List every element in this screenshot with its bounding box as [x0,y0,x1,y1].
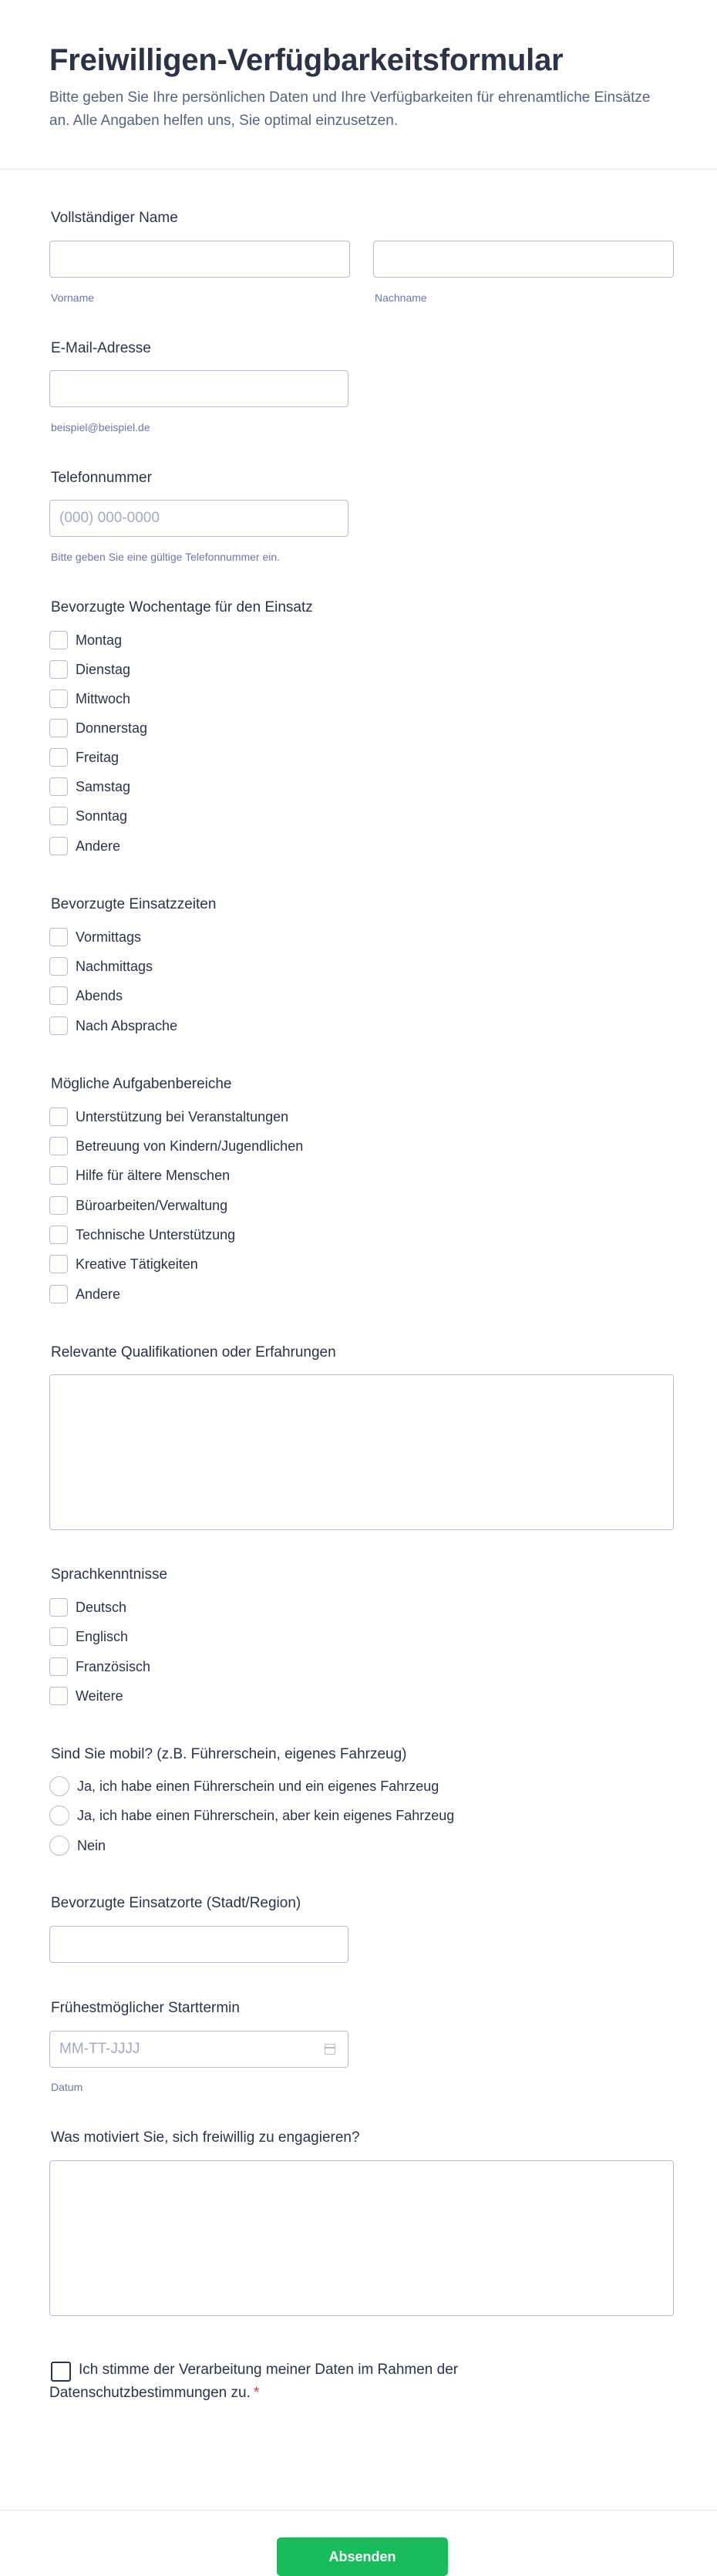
mobility-option-nein[interactable]: Nein [49,1836,106,1856]
qualifications-textarea[interactable] [49,1374,674,1530]
times-label: Bevorzugte Einsatzzeiten [51,896,217,912]
checkbox[interactable] [49,1108,68,1126]
area-option-technische-unterstuetzung[interactable]: Technische Unterstützung [49,1225,235,1245]
time-option-abends[interactable]: Abends [49,986,123,1006]
checkbox[interactable] [49,1166,68,1185]
language-option-franzoesisch[interactable]: Französisch [49,1657,150,1677]
language-option-deutsch[interactable]: Deutsch [49,1597,126,1617]
checkbox[interactable] [49,1285,68,1303]
qualifications-label: Relevante Qualifikationen oder Erfahrungen [51,1344,336,1360]
time-option-nachmittags[interactable]: Nachmittags [49,956,153,976]
email-input[interactable] [49,370,348,407]
weekdays-label: Bevorzugte Wochentage für den Einsatz [51,599,313,615]
checkbox[interactable] [49,928,68,946]
weekday-option-andere[interactable]: Andere [49,836,120,856]
mobility-option-fuehrerschein-ohne-fahrzeug[interactable]: Ja, ich habe einen Führerschein, aber kein eigenes Fahrzeug [49,1806,454,1826]
checkbox[interactable] [49,631,68,649]
language-option-weitere[interactable]: Weitere [49,1686,123,1706]
checkbox[interactable] [49,1627,68,1646]
location-input[interactable] [49,1926,348,1963]
checkbox[interactable] [49,1687,68,1705]
language-option-englisch[interactable]: Englisch [49,1627,128,1647]
area-option-andere[interactable]: Andere [49,1284,120,1304]
checkbox[interactable] [49,1657,68,1676]
checkbox[interactable] [49,807,68,825]
start-date-label: Frühestmöglicher Starttermin [51,2000,240,2016]
email-sublabel: beispiel@beispiel.de [51,421,150,433]
checkbox[interactable] [49,1196,68,1215]
weekday-option-mittwoch[interactable]: Mittwoch [49,689,130,709]
mobility-option-fuehrerschein-fahrzeug[interactable]: Ja, ich habe einen Führerschein und ein eigenes Fahrzeug [49,1776,439,1796]
weekday-option-samstag[interactable]: Samstag [49,777,130,797]
time-option-vormittags[interactable]: Vormittags [49,927,141,947]
weekday-option-donnerstag[interactable]: Donnerstag [49,718,147,738]
area-option-kreative-taetigkeiten[interactable]: Kreative Tätigkeiten [49,1254,198,1274]
languages-label: Sprachkenntnisse [51,1566,168,1583]
last-name-input[interactable] [373,241,674,278]
checkbox[interactable] [49,719,68,737]
first-name-input[interactable] [49,241,350,278]
first-name-sublabel: Vorname [51,292,95,304]
checkbox[interactable] [49,748,68,767]
weekday-option-sonntag[interactable]: Sonntag [49,806,127,826]
calendar-icon[interactable] [325,2044,335,2055]
radio-button[interactable] [49,1806,69,1826]
submit-button[interactable]: Absenden [277,2537,448,2576]
phone-input[interactable] [49,500,348,537]
checkbox[interactable] [49,660,68,679]
area-option-bueroarbeiten[interactable]: Büroarbeiten/Verwaltung [49,1195,227,1216]
area-option-kinder-jugendliche[interactable]: Betreuung von Kindern/Jugendlichen [49,1136,303,1156]
email-label: E-Mail-Adresse [51,340,151,356]
checkbox[interactable] [49,1017,68,1035]
mobility-label: Sind Sie mobil? (z.B. Führerschein, eigenes Fahrzeug) [51,1746,407,1762]
required-asterisk: * [253,2385,260,2401]
weekday-option-montag[interactable]: Montag [49,630,122,650]
checkbox[interactable] [49,957,68,976]
checkbox[interactable] [49,1255,68,1273]
checkbox[interactable] [49,777,68,796]
form-title: Freiwilligen-Verfügbarkeitsformular [49,43,564,77]
radio-button[interactable] [49,1836,69,1856]
consent-text [49,2359,527,2405]
radio-button[interactable] [49,1776,69,1796]
motivation-label: Was motiviert Sie, sich freiwillig zu engagieren? [51,2129,360,2146]
area-option-veranstaltungen[interactable]: Unterstützung bei Veranstaltungen [49,1107,288,1127]
areas-label: Mögliche Aufgabenbereiche [51,1076,232,1092]
motivation-textarea[interactable] [49,2160,674,2316]
weekday-option-freitag[interactable]: Freitag [49,747,119,767]
full-name-label: Vollständiger Name [51,210,178,226]
checkbox[interactable] [49,986,68,1005]
time-option-nach-absprache[interactable]: Nach Absprache [49,1016,177,1036]
checkbox[interactable] [49,1137,68,1155]
phone-label: Telefonnummer [51,470,152,486]
checkbox[interactable] [49,1598,68,1617]
header-divider [0,169,717,170]
checkbox[interactable] [49,690,68,708]
form-header [49,37,666,133]
consent-label: Ich stimme der Verarbeitung meiner Daten im Rahmen der Datenschutzbestimmungen zu. [49,2362,459,2401]
phone-sublabel: Bitte geben Sie eine gültige Telefonnummer ein. [51,551,281,563]
last-name-sublabel: Nachname [375,292,427,304]
location-label: Bevorzugte Einsatzorte (Stadt/Region) [51,1895,301,1911]
checkbox[interactable] [49,837,68,855]
form-subtitle: Bitte geben Sie Ihre persönlichen Daten und Ihre Verfügbarkeiten für ehrenamtliche Einsätze an. Alle Angaben helfen uns, Sie optimal einzusetzen. [49,89,651,129]
start-date-sublabel: Datum [51,2081,83,2093]
area-option-aeltere-menschen[interactable]: Hilfe für ältere Menschen [49,1165,230,1185]
weekday-option-dienstag[interactable]: Dienstag [49,659,130,679]
checkbox[interactable] [49,1226,68,1244]
start-date-input[interactable] [49,2031,348,2068]
